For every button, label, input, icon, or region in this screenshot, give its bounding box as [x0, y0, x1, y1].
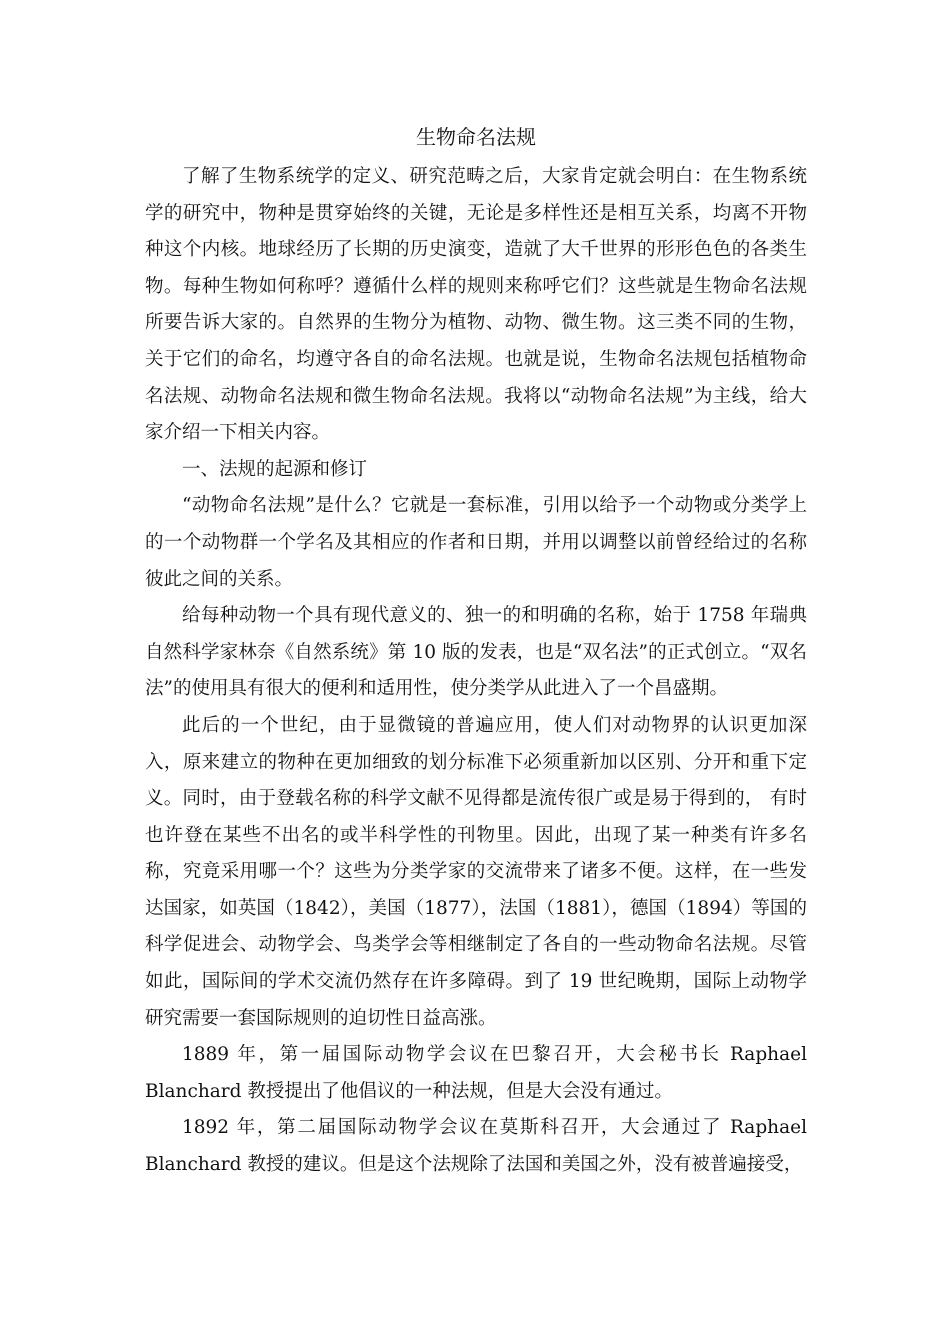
paragraph-1892: 1892 年，第二届国际动物学会议在莫斯科召开，大会通过了 Raphael Blanchard 教授的建议。但是这个法规除了法国和美国之外，没有被普遍接受， [145, 1117, 807, 1176]
paragraph-1889: 1889 年，第一届国际动物学会议在巴黎召开，大会秘书长 Raphael Blanchard 教授提出了他倡议的一种法规，但是大会没有通过。 [145, 1044, 807, 1102]
document-body [145, 119, 807, 1184]
section-heading-origin: 一、法规的起源和修订 [182, 458, 368, 480]
paragraph-intro: 了解了生物系统学的定义、研究范畴之后，大家肯定就会明白：在生物系统学的研究中，物种是贯穿始终的关键，无论是多样性还是相互关系，均离不开物种这个内核。地球经历了长期的历史演变，造就了大千世界的形形色色的各类生物。每种生物如何称呼？遵循什么样的规则来称呼它们？这些就是生物命名法规所要告诉大家的。自然界的生物分为植物、动物、微生物。这三类不同的生物，关于它们的命名，均遵守各自的命名法规。也就是说，生物命名法规包括植物命名法规、动物命名法规和微生物命名法规。我将以“动物命名法规”为主线，给大家介绍一下相关内容。 [145, 166, 807, 444]
paragraph-binomial: 给每种动物一个具有现代意义的、独一的和明确的名称，始于 1758 年瑞典自然科学家林奈《自然系统》第 10 版的发表，也是“双名法”的正式创立。“双名法”的使用具有很大的便利和适用性，使分类学从此进入了一个昌盛期。 [145, 605, 807, 700]
document-title: 生物命名法规 [416, 125, 536, 149]
paragraph-definition: “动物命名法规”是什么？它就是一套标准，引用以给予一个动物或分类学上的一个动物群一个学名及其相应的作者和日期，并用以调整以前曾经给过的名称彼此之间的关系。 [145, 495, 807, 590]
paragraph-history: 此后的一个世纪，由于显微镜的普遍应用，使人们对动物界的认识更加深入，原来建立的物种在更加细致的划分标准下必须重新加以区别、分开和重下定义。同时，由于登载名称的科学文献不见得都是流传很广或是易于得到的， 有时也许登在某些不出名的或半科学性的刊物里。因此，出现了某一种类有许多名称，究竟采用哪一个？这些为分类学家的交流带来了诸多不便。这样，在一些发达国家，如英国（1842），美国（1877），法国（1881），德国（1894）等国的科学促进会、动物学会、鸟类学会等相继制定了各自的一些动物命名法规。尽管如此，国际间的学术交流仍然存在许多障碍。到了 19 世纪晚期，国际上动物学研究需要一套国际规则的迫切性日益高涨。 [145, 714, 807, 1029]
